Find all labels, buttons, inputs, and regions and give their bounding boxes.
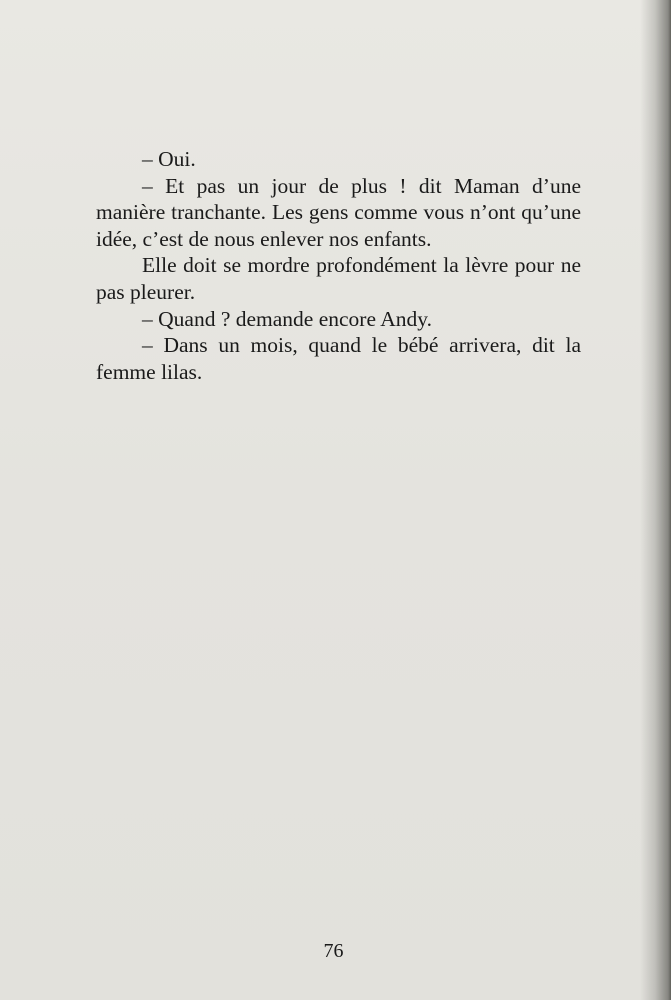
body-text: [96, 146, 581, 385]
paragraph-4: – Quand ? demande encore Andy.: [142, 306, 432, 331]
page-number-text: 76: [323, 940, 344, 962]
paragraph-5: – Dans un mois, quand le bébé arrivera, dit la femme lilas.: [96, 333, 581, 384]
page-number: [0, 940, 671, 963]
paragraph-3: Elle doit se mordre profondément la lèvre pour ne pas pleurer.: [96, 253, 581, 304]
paragraph-2: – Et pas un jour de plus ! dit Maman d’une manière tranchante. Les gens comme vous n’ont qu’une idée, c’est de nous enlever nos enfants.: [96, 173, 581, 251]
paragraph-1: – Oui.: [142, 147, 196, 171]
